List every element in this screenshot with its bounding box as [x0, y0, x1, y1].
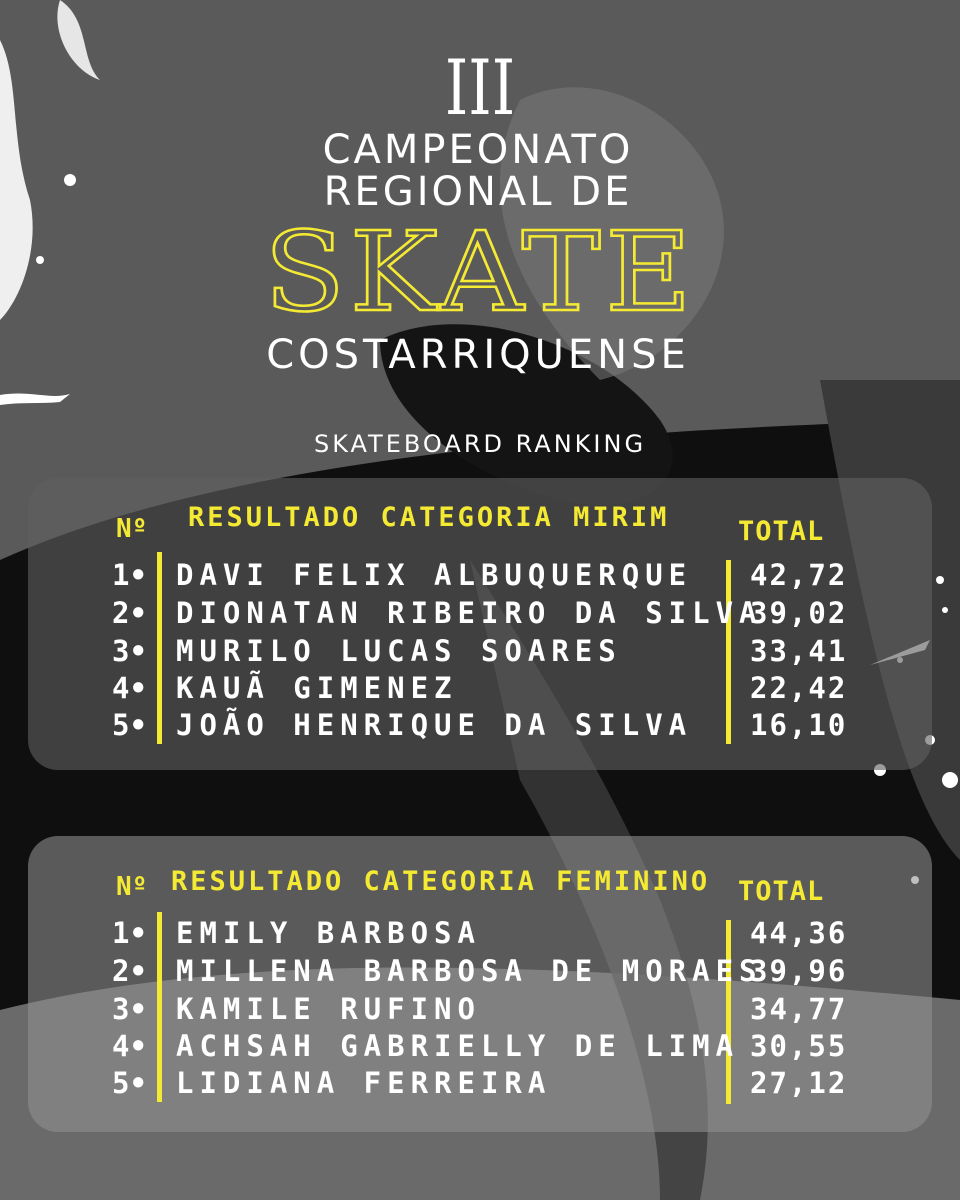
score: 33,41	[750, 634, 848, 668]
rank: 2•	[112, 954, 147, 988]
rank-column-header: Nº	[116, 872, 148, 902]
score: 44,36	[750, 916, 848, 950]
rank: 3•	[112, 634, 147, 668]
rank-column-header: Nº	[116, 514, 148, 544]
title-line-2: REGIONAL DE	[323, 169, 633, 215]
edition-numeral: III	[444, 43, 516, 132]
total-column-header: TOTAL	[738, 516, 825, 547]
title-line-4: COSTARRIQUENSE	[266, 332, 690, 378]
table-row	[28, 596, 932, 634]
table-row	[28, 708, 932, 746]
score: 34,77	[750, 992, 848, 1026]
skater-name: DAVI FELIX ALBUQUERQUE	[176, 558, 693, 592]
score: 42,72	[750, 558, 848, 592]
title-main-word: SKATE	[263, 208, 697, 336]
score: 39,96	[750, 954, 848, 988]
table-row	[28, 954, 932, 992]
table-row	[28, 992, 932, 1030]
rank: 5•	[112, 1066, 147, 1100]
skater-name: JOÃO HENRIQUE DA SILVA	[176, 708, 693, 742]
skater-name: MILLENA BARBOSA DE MORAES	[176, 954, 763, 988]
rank: 4•	[112, 671, 147, 705]
table-row	[28, 671, 932, 709]
table-row	[28, 634, 932, 672]
skater-name: MURILO LUCAS SOARES	[176, 634, 622, 668]
skater-name: ACHSAH GABRIELLY DE LIMA	[176, 1029, 740, 1063]
rank: 1•	[112, 916, 147, 950]
rank: 3•	[112, 992, 147, 1026]
category-title: RESULTADO CATEGORIA MIRIM	[188, 502, 670, 533]
skater-name: DIONATAN RIBEIRO DA SILVA	[176, 596, 763, 630]
category-title: RESULTADO CATEGORIA FEMININO	[171, 866, 711, 897]
results-panel-mirim	[28, 478, 932, 770]
results-panel-feminino	[28, 836, 932, 1132]
skater-name: KAMILE RUFINO	[176, 992, 481, 1026]
title-line-1: CAMPEONATO	[322, 127, 634, 173]
rank: 4•	[112, 1029, 147, 1063]
rank: 1•	[112, 558, 147, 592]
total-column-header: TOTAL	[738, 876, 825, 907]
table-row	[28, 916, 932, 954]
score: 16,10	[750, 708, 848, 742]
rank: 5•	[112, 708, 147, 742]
score: 22,42	[750, 671, 848, 705]
rank: 2•	[112, 596, 147, 630]
subtitle: SKATEBOARD RANKING	[313, 430, 647, 458]
table-row	[28, 558, 932, 596]
table-row	[28, 1066, 932, 1104]
skater-name: EMILY BARBOSA	[176, 916, 481, 950]
table-row	[28, 1029, 932, 1067]
score: 30,55	[750, 1029, 848, 1063]
skater-name: KAUÃ GIMENEZ	[176, 671, 458, 705]
score: 27,12	[750, 1066, 848, 1100]
score: 39,02	[750, 596, 848, 630]
skater-name: LIDIANA FERREIRA	[176, 1066, 552, 1100]
